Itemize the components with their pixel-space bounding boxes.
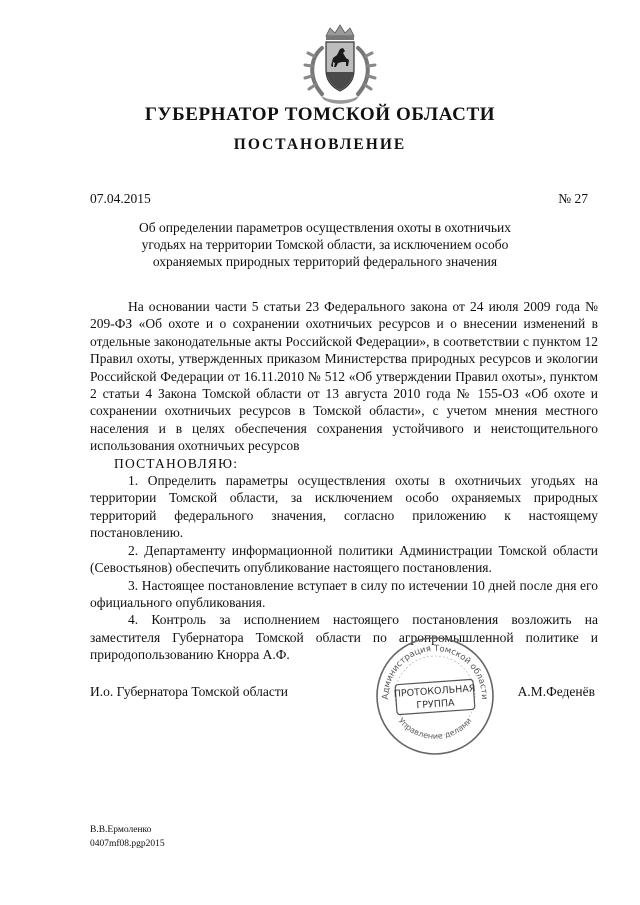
preamble-paragraph: На основании части 5 статьи 23 Федерального закона от 24 июля 2009 года № 209-ФЗ «Об охоте и о сохранении охотничьих ресурсов и о внесении изменений в отдельные законодательные акты Российской Федерации», в соответствии с пунктом 12 Правил охоты, утвержденных приказом Министерства природных ресурсов и экологии Российской Федерации от 16.11.2010 № 512 «Об утверждении Правил охоты», пунктом 2 статьи 4 Закона Томской области от 13 августа 2010 года № 155-ОЗ «Об охоте и сохранении охотничьих ресурсов в Томской области», с учетом мнения местного населения и в целях обеспечения сохранения устойчивого и неистощительного использования охотничьих ресурсов bbox=[90, 299, 598, 454]
document-body bbox=[90, 298, 598, 664]
tomsk-region-coat-of-arms-icon bbox=[300, 22, 380, 106]
document-date: 07.04.2015 bbox=[90, 191, 151, 206]
resolution-item: 1. Определить параметры осуществления охоты в охотничьих угодьях на территории Томской области, за исключением особо охраняемых природных территорий федерального значения, согласно приложению к настоящему постановлению. bbox=[90, 473, 598, 541]
document-subject: Об определении параметров осуществления охоты в охотничьих угодьях на территории Томской области, за исключением особо охраняемых природных территорий федерального значения bbox=[138, 220, 511, 269]
resolve-heading: ПОСТАНОВЛЯЮ: bbox=[114, 455, 239, 471]
issuer-title: ГУБЕРНАТОР ТОМСКОЙ ОБЛАСТИ bbox=[144, 104, 496, 125]
executor-name: В.В.Ермоленко bbox=[90, 825, 152, 835]
svg-text:Управление делами bbox=[397, 716, 474, 741]
resolution-item: 2. Департаменту информационной политики Администрации Томской области (Севостьянов) обеспечить опубликование настоящего постановления. bbox=[90, 542, 598, 576]
signer-name: А.М.Феденёв bbox=[517, 684, 595, 699]
document-type-heading: ПОСТАНОВЛЕНИЕ bbox=[233, 136, 407, 153]
official-stamp bbox=[370, 632, 500, 758]
resolution-item: 4. Контроль за исполнением настоящего постановления возложить на заместителя Губернатора Томской области по агропромышленной политике и природопользованию Кнорра А.Ф. bbox=[90, 612, 598, 663]
stamp-inner-line2: ГРУППА bbox=[416, 697, 455, 712]
resolution-item: 3. Настоящее постановление вступает в силу по истечении 10 дней после дня его официального опубликования. bbox=[90, 577, 598, 610]
stamp-outer-text: Администрация Томской области bbox=[380, 643, 490, 700]
stamp-bottom-text: Управление делами bbox=[396, 716, 474, 741]
file-reference: 0407mf08.pgp2015 bbox=[90, 839, 165, 849]
stamp-inner-line1: ПРОТОКОЛЬНАЯ bbox=[393, 683, 476, 700]
document-number: № 27 bbox=[558, 191, 588, 206]
signer-role: И.о. Губернатора Томской области bbox=[90, 684, 288, 699]
